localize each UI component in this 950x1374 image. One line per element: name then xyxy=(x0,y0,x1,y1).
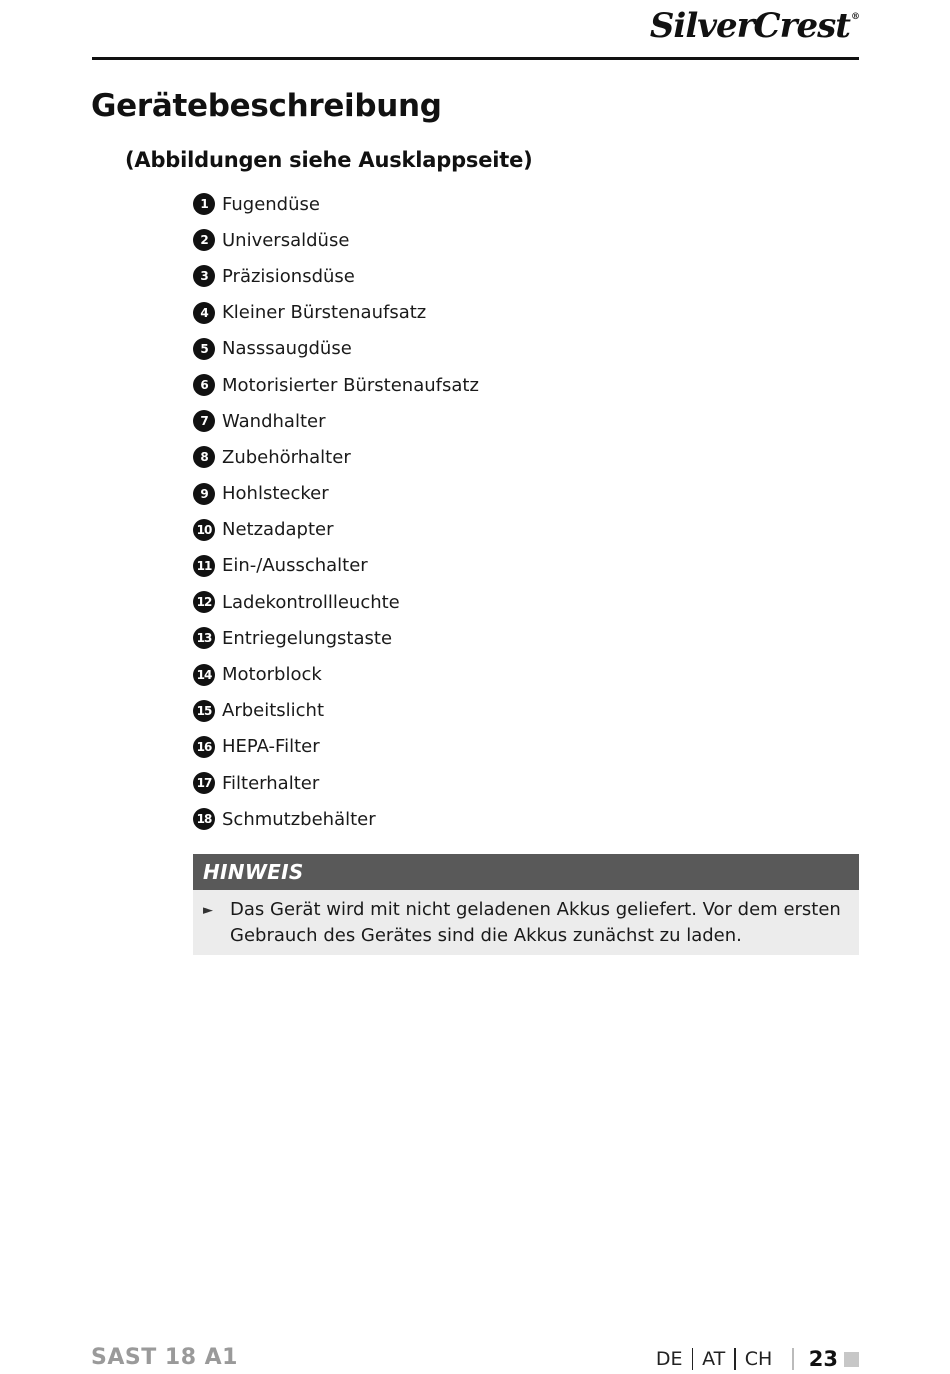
list-item xyxy=(193,476,479,512)
number-badge: 7 xyxy=(193,410,215,432)
part-label: Schmutzbehälter xyxy=(222,808,376,830)
footer-model: SAST 18 A1 xyxy=(91,1345,238,1370)
list-item xyxy=(193,729,479,765)
part-label: Kleiner Bürstenaufsatz xyxy=(222,302,427,324)
number-badge: 13 xyxy=(193,627,215,649)
part-label: Hohlstecker xyxy=(222,483,329,505)
note-heading: HINWEIS xyxy=(193,854,859,890)
triangle-bullet-icon: ► xyxy=(203,903,213,918)
number-badge: 18 xyxy=(193,808,215,830)
list-item xyxy=(193,548,479,584)
note-body xyxy=(193,890,859,955)
part-label: Filterhalter xyxy=(222,772,320,794)
list-item xyxy=(193,186,479,222)
header-divider xyxy=(92,57,859,60)
part-label: HEPA-Filter xyxy=(222,736,320,758)
parts-list xyxy=(193,186,479,837)
note-box xyxy=(193,854,859,955)
part-label: Arbeitslicht xyxy=(222,700,325,722)
list-item xyxy=(193,403,479,439)
part-label: Ladekontrollleuchte xyxy=(222,591,400,613)
number-badge: 12 xyxy=(193,591,215,613)
list-item xyxy=(193,295,479,331)
page-title: Gerätebeschreibung xyxy=(91,88,442,124)
list-item xyxy=(193,439,479,475)
country-code: AT xyxy=(702,1348,726,1370)
part-label: Universaldüse xyxy=(222,229,350,251)
list-item xyxy=(193,258,479,294)
number-badge: 9 xyxy=(193,483,215,505)
number-badge: 5 xyxy=(193,338,215,360)
number-badge: 3 xyxy=(193,265,215,287)
country-codes xyxy=(656,1348,772,1370)
divider xyxy=(734,1348,736,1370)
country-code: CH xyxy=(744,1348,773,1370)
registered-mark: ® xyxy=(851,12,859,22)
section-subtitle: (Abbildungen siehe Ausklappseite) xyxy=(125,148,533,172)
number-badge: 14 xyxy=(193,664,215,686)
square-icon xyxy=(844,1352,859,1367)
list-item xyxy=(193,222,479,258)
part-label: Netzadapter xyxy=(222,519,334,541)
list-item xyxy=(193,584,479,620)
part-label: Nasssaugdüse xyxy=(222,338,352,360)
list-item xyxy=(193,656,479,692)
part-label: Ein-/Ausschalter xyxy=(222,555,368,577)
part-label: Präzisionsdüse xyxy=(222,265,355,287)
country-code: DE xyxy=(655,1348,683,1370)
number-badge: 4 xyxy=(193,302,215,324)
number-badge: 2 xyxy=(193,229,215,251)
number-badge: 17 xyxy=(193,772,215,794)
list-item xyxy=(193,801,479,837)
number-badge: 8 xyxy=(193,446,215,468)
number-badge: 16 xyxy=(193,736,215,758)
list-item xyxy=(193,620,479,656)
brand-logo xyxy=(650,6,859,46)
page-number: 23 xyxy=(808,1347,838,1371)
number-badge: 6 xyxy=(193,374,215,396)
list-item xyxy=(193,512,479,548)
part-label: Entriegelungstaste xyxy=(222,627,393,649)
number-badge: 15 xyxy=(193,700,215,722)
number-badge: 10 xyxy=(193,519,215,541)
divider xyxy=(692,1348,694,1370)
list-item xyxy=(193,331,479,367)
list-item xyxy=(193,693,479,729)
list-item xyxy=(193,765,479,801)
note-text: Das Gerät wird mit nicht geladenen Akkus geliefert. Vor dem ersten Gebrauch des Gerätes sind die Akkus zunächst zu laden. xyxy=(230,899,841,946)
part-label: Motorblock xyxy=(222,664,322,686)
number-badge: 1 xyxy=(193,193,215,215)
part-label: Fugendüse xyxy=(222,193,320,215)
part-label: Motorisierter Bürstenaufsatz xyxy=(222,374,479,396)
part-label: Zubehörhalter xyxy=(222,446,351,468)
footer-meta xyxy=(656,1347,859,1371)
brand-name: SilverCrest xyxy=(649,6,850,46)
list-item xyxy=(193,367,479,403)
part-label: Wandhalter xyxy=(222,410,326,432)
divider xyxy=(792,1348,794,1370)
number-badge: 11 xyxy=(193,555,215,577)
